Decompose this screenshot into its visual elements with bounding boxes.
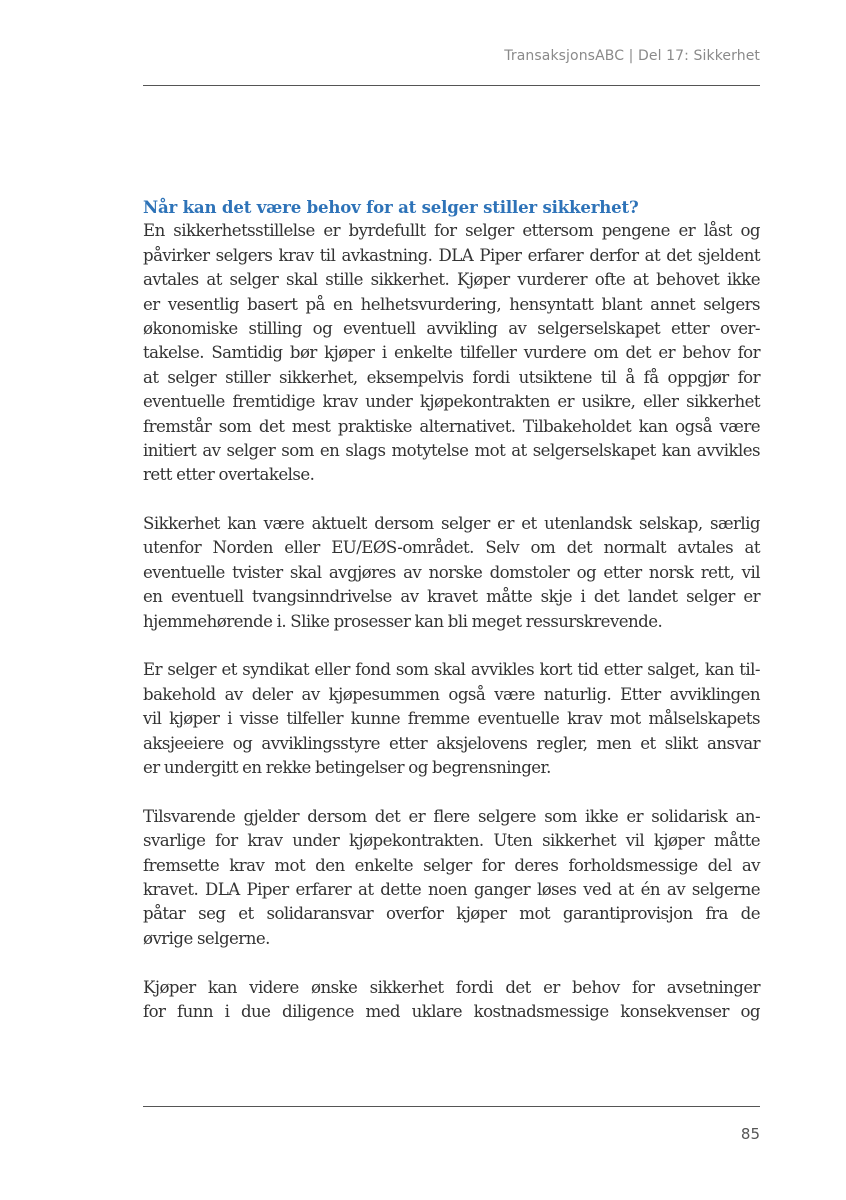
text-line: utenfor Norden eller EU/EØS-området. Selv om det normalt avtales at — [143, 538, 760, 558]
text-line: at selger stiller sikkerhet, eksempelvis fordi utsiktene til å få oppgjør for — [143, 367, 760, 387]
header-rule — [143, 85, 760, 86]
text-line: hjemmehørende i. Slike prosesser kan bli meget ressurskrevende. — [143, 611, 663, 631]
text-line: økonomiske stilling og eventuell avvikling av selgerselskapet etter over- — [143, 318, 760, 338]
text-line: for funn i due diligence med uklare kostnadsmessige konsekvenser og — [143, 1001, 760, 1021]
paragraph — [143, 805, 760, 951]
text-line: rett etter overtakelse. — [143, 465, 315, 485]
text-line: En sikkerhetsstillelse er byrdefullt for selger ettersom pengene er låst og — [143, 221, 760, 241]
body-text — [143, 195, 760, 1049]
text-line: eventuelle fremtidige krav under kjøpekontrakten er usikre, eller sikkerhet — [143, 392, 760, 412]
text-line: Sikkerhet kan være aktuelt dersom selger er et utenlandsk selskap, særlig — [143, 514, 760, 534]
text-line: eventuelle tvister skal avgjøres av norske domstoler og etter norsk rett, vil — [143, 562, 760, 582]
text-line: Er selger et syndikat eller fond som skal avvikles kort tid etter salget, kan til- — [143, 660, 760, 680]
text-line: er undergitt en rekke betingelser og begrensninger. — [143, 757, 551, 777]
footer-rule — [143, 1106, 760, 1107]
paragraph — [143, 219, 760, 487]
page-number: 85 — [740, 1125, 760, 1143]
running-header: TransaksjonsABC | Del 17: Sikkerhet — [504, 48, 760, 64]
text-line: takelse. Samtidig bør kjøper i enkelte tilfeller vurdere om det er behov for — [143, 343, 760, 363]
text-line: Kjøper kan videre ønske sikkerhet fordi det er behov for avsetninger — [143, 977, 760, 997]
text-line: vil kjøper i visse tilfeller kunne fremme eventuelle krav mot målselskapets — [143, 709, 760, 729]
paragraph — [143, 658, 760, 780]
text-line: er vesentlig basert på en helhetsvurdering, hensyntatt blant annet selgers — [143, 294, 760, 314]
text-line: svarlige for krav under kjøpekontrakten. Uten sikkerhet vil kjøper måtte — [143, 831, 760, 851]
paragraph — [143, 512, 760, 634]
text-line: øvrige selgerne. — [143, 928, 270, 948]
text-line: aksjeeiere og avviklingsstyre etter aksjelovens regler, men et slikt ansvar — [143, 733, 760, 753]
text-line: avtales at selger skal stille sikkerhet. Kjøper vurderer ofte at behovet ikke — [143, 270, 760, 290]
text-line: fremsette krav mot den enkelte selger for deres forholdsmessige del av — [143, 855, 760, 875]
section-heading: Når kan det være behov for at selger stiller sikkerhet? — [143, 197, 639, 217]
text-line: kravet. DLA Piper erfarer at dette noen ganger løses ved at én av selgerne — [143, 879, 760, 899]
text-line: påtar seg et solidaransvar overfor kjøper mot garantiprovisjon fra de — [143, 904, 760, 924]
paragraph — [143, 976, 760, 1025]
text-line: Tilsvarende gjelder dersom det er flere selgere som ikke er solidarisk an- — [143, 806, 760, 826]
text-line: bakehold av deler av kjøpesummen også være naturlig. Etter avviklingen — [143, 684, 760, 704]
text-line: initiert av selger som en slags motytelse mot at selgerselskapet kan avvikles — [143, 440, 760, 460]
text-line: fremstår som det mest praktiske alternativet. Tilbakeholdet kan også være — [143, 416, 760, 436]
paragraph-list — [143, 219, 760, 1024]
text-line: en eventuell tvangsinndrivelse av kravet måtte skje i det landet selger er — [143, 587, 760, 607]
text-line: påvirker selgers krav til avkastning. DLA Piper erfarer derfor at det sjeldent — [143, 245, 760, 265]
